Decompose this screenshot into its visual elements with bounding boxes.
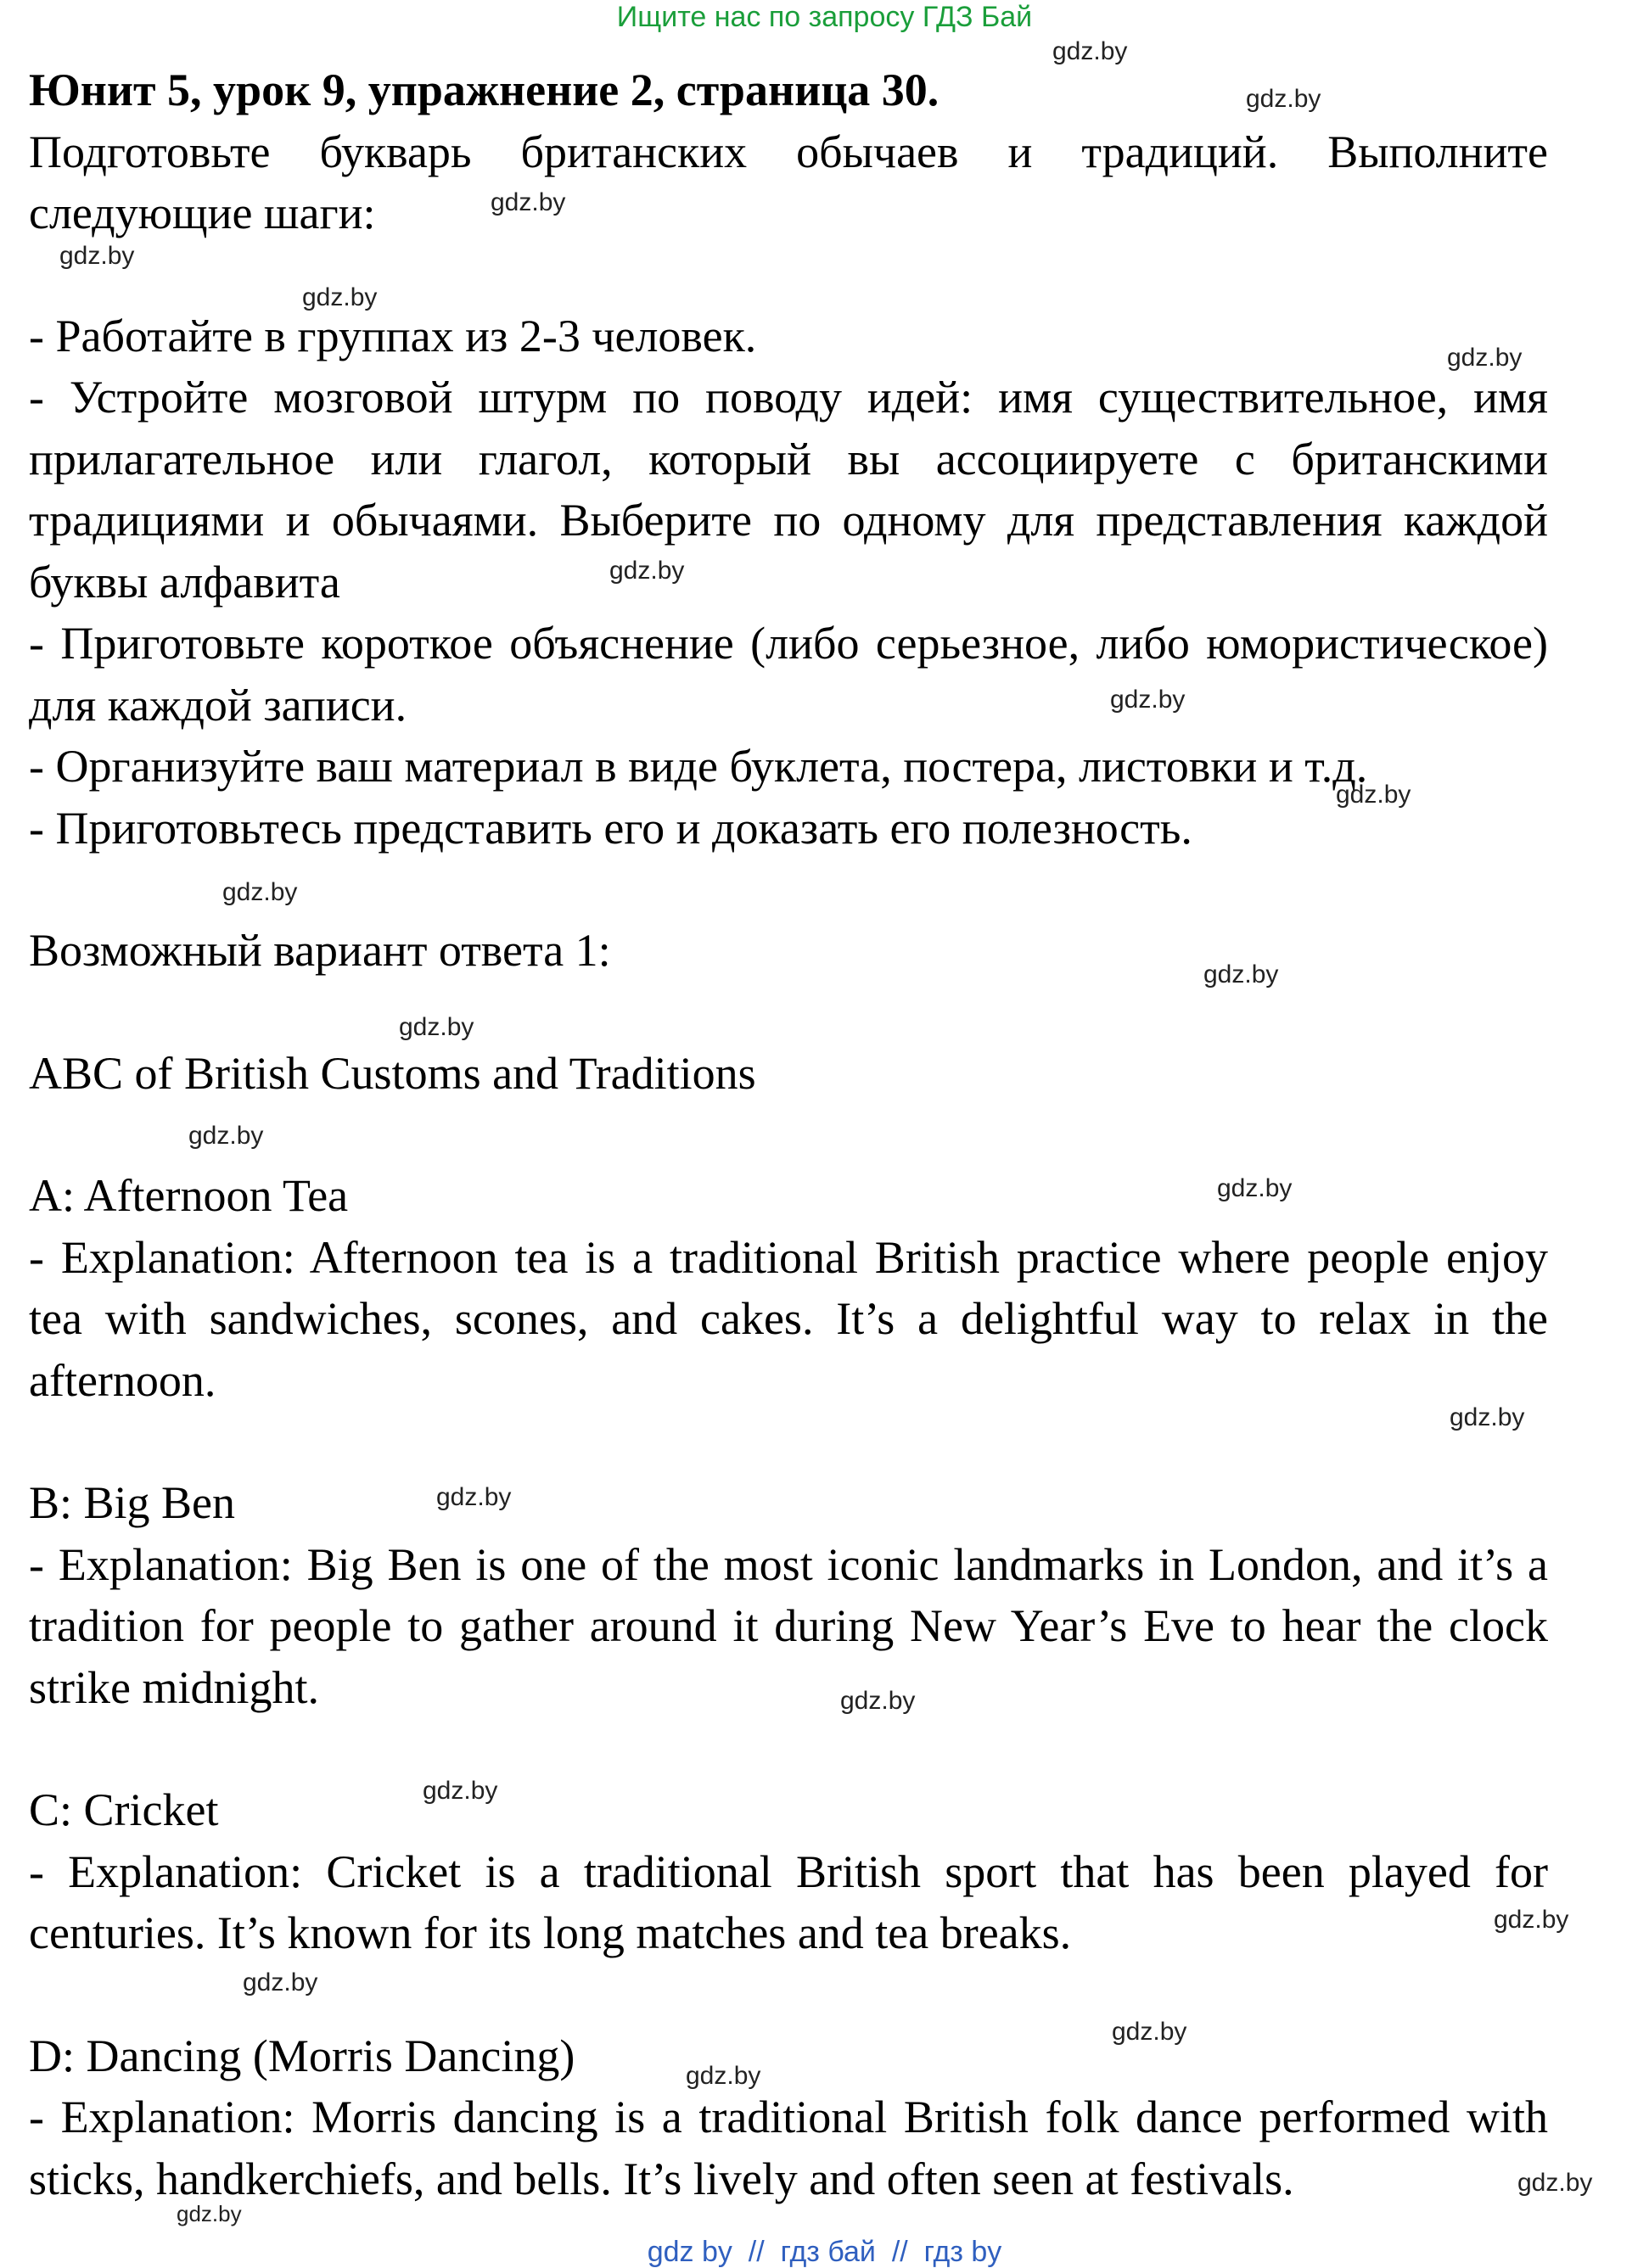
intro-text: Подготовьте букварь британских обычаев и традиций. Выполните следующие шаги: (29, 126, 1548, 238)
watermark: gdz.by (609, 557, 685, 585)
page-title: Юнит 5, урок 9, упражнение 2, страница 30. (29, 64, 939, 115)
watermark: gdz.by (1246, 85, 1321, 113)
watermark: gdz.by (302, 283, 378, 311)
watermark: gdz.by (1110, 686, 1186, 714)
spacer (29, 1718, 1548, 1779)
watermark: gdz.by (1052, 37, 1128, 65)
bottom-banner: gdz by // гдз бай // гдз by (647, 2236, 1002, 2268)
abc-title: ABC of British Customs and Traditions (29, 1047, 756, 1099)
entry-explanation: - Explanation: Afternoon tea is a traditional British practice where people enjoy tea with sandwiches, scones, and cakes. It’s a delightful way to relax in the afternoon. (29, 1231, 1548, 1406)
step-item: - Устройте мозговой штурм по поводу идей: имя существительное, имя прилагательное или глагол, который вы ассоциируете с британскими традициями и обычаями. Выберите по одному для представления каждой буквы алфавита (29, 372, 1548, 608)
top-banner: Ищите нас по запросу ГДЗ Бай (616, 1, 1033, 33)
entry-heading: C: Cricket (29, 1784, 219, 1835)
entry-heading: D: Dancing (Morris Dancing) (29, 2030, 575, 2081)
watermark: gdz.by (59, 242, 135, 270)
step-item: - Работайте в группах из 2-3 человек. (29, 310, 757, 361)
watermark: gdz.by (436, 1483, 512, 1511)
watermark: gdz.by (1112, 2018, 1187, 2046)
watermark: gdz.by (1447, 344, 1523, 372)
entry-heading: B: Big Ben (29, 1477, 236, 1528)
entry-explanation: - Explanation: Big Ben is one of the most iconic landmarks in London, and it’s a tradition for people to gather around it during New Year’s Eve to hear the clock strike midnight. (29, 1538, 1548, 1713)
spacer (29, 982, 1548, 1043)
entry-heading: A: Afternoon Tea (29, 1170, 349, 1221)
watermark: gdz.by (491, 188, 566, 216)
watermark: gdz.by (840, 1687, 916, 1715)
watermark: gdz.by (1494, 1906, 1569, 1934)
step-item: - Приготовьтесь представить его и доказать его полезность. (29, 802, 1192, 854)
watermark: gdz.by (188, 1122, 264, 1150)
watermark: gdz.by (1336, 781, 1411, 809)
watermark: gdz.by (1203, 960, 1279, 988)
watermark: gdz.by (222, 878, 298, 906)
watermark: gdz.by (243, 1968, 318, 1996)
watermark: gdz.by (177, 2201, 242, 2226)
watermark: gdz.by (1217, 1174, 1293, 1202)
entry-explanation: - Explanation: Morris dancing is a traditional British folk dance performed with sticks, handkerchiefs, and bells. It’s lively and often seen at festivals. (29, 2092, 1548, 2204)
watermark: gdz.by (399, 1013, 474, 1041)
answer-label: Возможный вариант ответа 1: (29, 925, 611, 976)
step-item: - Приготовьте короткое объяснение (либо серьезное, либо юмористическое) для каждой записи. (29, 618, 1548, 731)
spacer (29, 1411, 1548, 1472)
entry-explanation: - Explanation: Cricket is a traditional British sport that has been played for centuries. It’s known for its long matches and tea breaks. (29, 1845, 1548, 1958)
watermark: gdz.by (686, 2062, 761, 2090)
watermark: gdz.by (423, 1777, 498, 1805)
watermark: gdz.by (1450, 1403, 1525, 1431)
spacer (29, 244, 1548, 305)
watermark: gdz.by (1517, 2169, 1593, 2197)
step-item: - Организуйте ваш материал в виде буклета, постера, листовки и т.д. (29, 741, 1368, 792)
